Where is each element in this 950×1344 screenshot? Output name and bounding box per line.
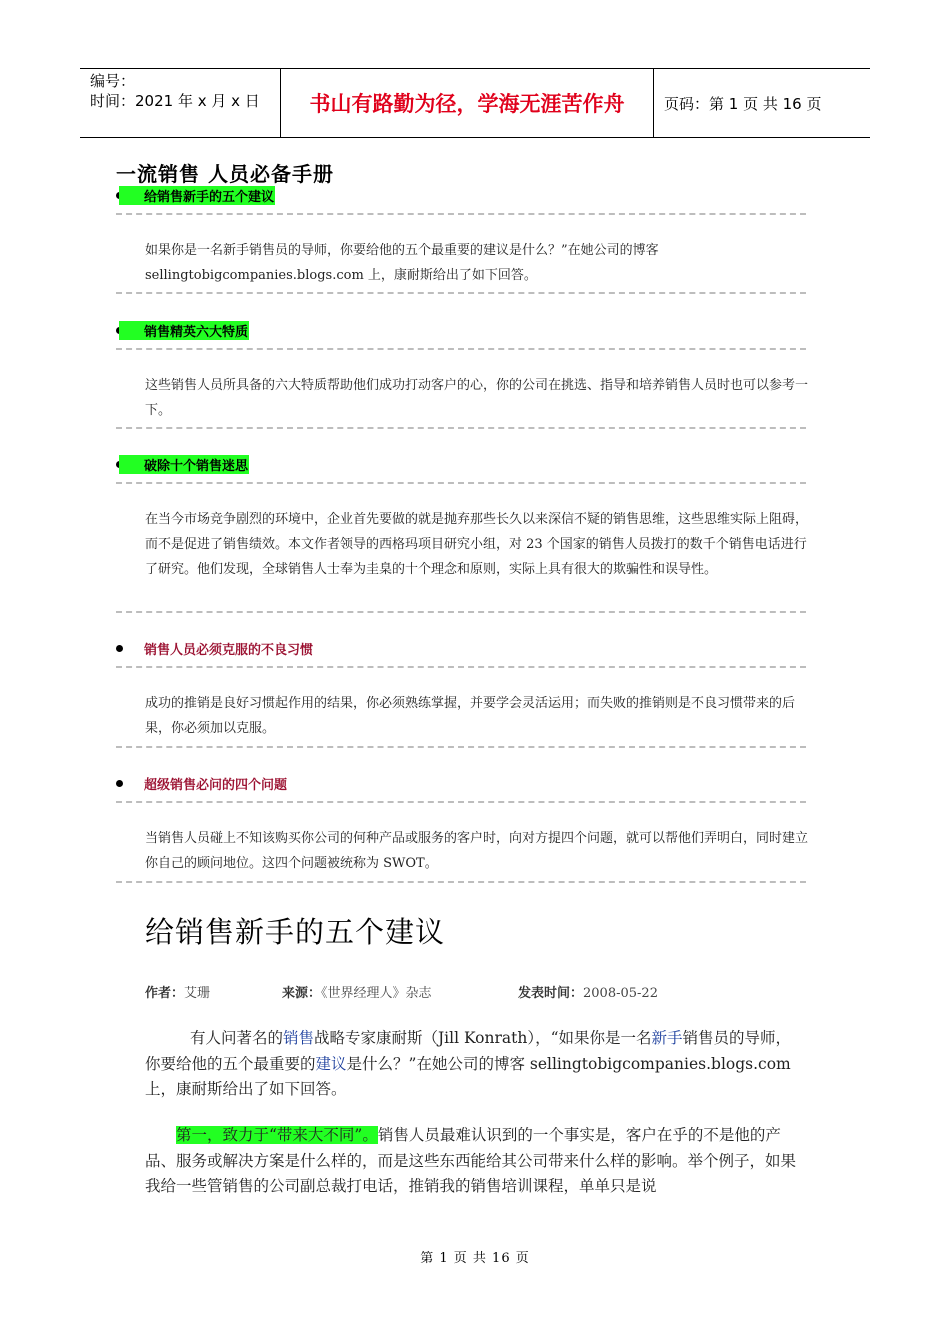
divider <box>116 746 806 748</box>
section-heading-2[interactable] <box>116 320 249 340</box>
source-value: 《世界经理人》杂志 <box>321 986 432 1001</box>
divider <box>116 427 806 429</box>
article-paragraph-1 <box>145 1026 805 1103</box>
section-summary-4: 成功的推销是良好习惯起作用的结果，你必须熟练掌握，并要学会灵活运用；而失败的推销则是不良习惯带来的后果，你必须加以克服。 <box>145 696 796 736</box>
text-run: 是什么？”在她公司的博客 sellingtobigcompanies.blogs.com 上，康耐斯给出了如下回答。 <box>145 1054 791 1098</box>
article-paragraph-2 <box>145 1123 805 1200</box>
source-label: 来源： <box>282 986 322 1001</box>
divider <box>116 881 806 883</box>
divider <box>116 611 806 613</box>
article-author <box>145 982 210 1001</box>
section-heading-5[interactable] <box>116 773 287 793</box>
text-run: 销售人员最难认识到的一个事实是，客户在乎的不是他的产品、服务或解决方案是什么样的，而是这些东西能给其公司带来什么样的影响。举个例子，如果我给一些管销售的公司副总裁打电话，推销我的销售培训课程，单单只是说 <box>145 1126 797 1195</box>
section-summary-1: 如果你是一名新手销售员的导师，你要给他的五个最重要的建议是什么？”在她公司的博客 sellingtobigcompanies.blogs.com 上，康耐斯给出了如下回答。 <box>145 243 659 283</box>
link-advice[interactable]: 建议 <box>315 1054 347 1073</box>
section-heading-label: 销售人员必须克服的不良习惯 <box>144 642 314 658</box>
highlighted-point: 第一，致力于“带来大不同”。 <box>176 1126 378 1144</box>
section-heading-3[interactable] <box>116 454 249 474</box>
page-footer: 第 1 页 共 16 页 <box>420 1251 530 1266</box>
time-label: 时间：2021 年 x 月 x 日 <box>90 92 260 110</box>
header-page-info: 页码：第 1 页 共 16 页 <box>664 94 822 113</box>
section-heading-label: 超级销售必问的四个问题 <box>144 777 288 793</box>
header-meta-cell <box>80 69 281 137</box>
link-sales[interactable]: 销售 <box>282 1029 314 1047</box>
author-value: 艾珊 <box>184 986 211 1001</box>
section-heading-label: 销售精英六大特质 <box>119 321 249 340</box>
divider <box>116 348 806 350</box>
divider <box>116 801 806 803</box>
bullet-icon <box>116 645 123 652</box>
section-summary-3: 在当今市场竞争剧烈的环境中，企业首先要做的就是抛弃那些长久以来深信不疑的销售思维，这些思维实际上阻碍，而不是促进了销售绩效。本文作者领导的西格玛项目研究小组，对 23 个国家的销售人员拨打的数千个销售电话进行了研究。他们发现，全球销售人士奉为圭臬的十个理念和原则，实际上具有很大的欺骗性和误导性。 <box>145 512 809 577</box>
date-label: 发表时间： <box>518 986 584 1001</box>
divider <box>116 213 806 215</box>
section-heading-label: 破除十个销售迷思 <box>119 455 249 474</box>
divider <box>116 292 806 294</box>
divider <box>116 482 806 484</box>
text-run: 战略专家康耐斯（Jill Konrath），“如果你是一名 <box>313 1029 652 1047</box>
header-motto: 书山有路勤为径，学海无涯苦作舟 <box>281 69 654 137</box>
bullet-icon <box>116 780 123 787</box>
number-label: 编号： <box>90 72 136 90</box>
article-date <box>518 982 658 1001</box>
text-run: 有人问著名的 <box>189 1029 283 1047</box>
section-summary-5: 当销售人员碰上不知该购买你公司的何种产品或服务的客户时，向对方提四个问题，就可以帮他们弄明白，同时建立你自己的顾问地位。这四个问题被统称为 SWOT。 <box>145 831 809 871</box>
section-heading-1[interactable] <box>116 185 275 205</box>
text-run: 销售员的导师，你要给他的五个最重要的 <box>145 1029 792 1073</box>
section-heading-4[interactable] <box>116 638 313 658</box>
article-source <box>282 982 432 1001</box>
author-label: 作者： <box>145 986 185 1001</box>
section-heading-label: 给销售新手的五个建议 <box>119 186 275 205</box>
section-summary-2: 这些销售人员所具备的六大特质帮助他们成功打动客户的心，你的公司在挑选、指导和培养销售人员时也可以参考一下。 <box>145 378 809 418</box>
document-title: 一流销售 人员必备手册 <box>116 162 334 186</box>
divider <box>116 666 806 668</box>
date-value: 2008-05-22 <box>583 986 658 1001</box>
article-title: 给销售新手的五个建议 <box>145 915 446 949</box>
link-novice[interactable]: 新手 <box>651 1029 683 1047</box>
page-header <box>80 68 870 138</box>
